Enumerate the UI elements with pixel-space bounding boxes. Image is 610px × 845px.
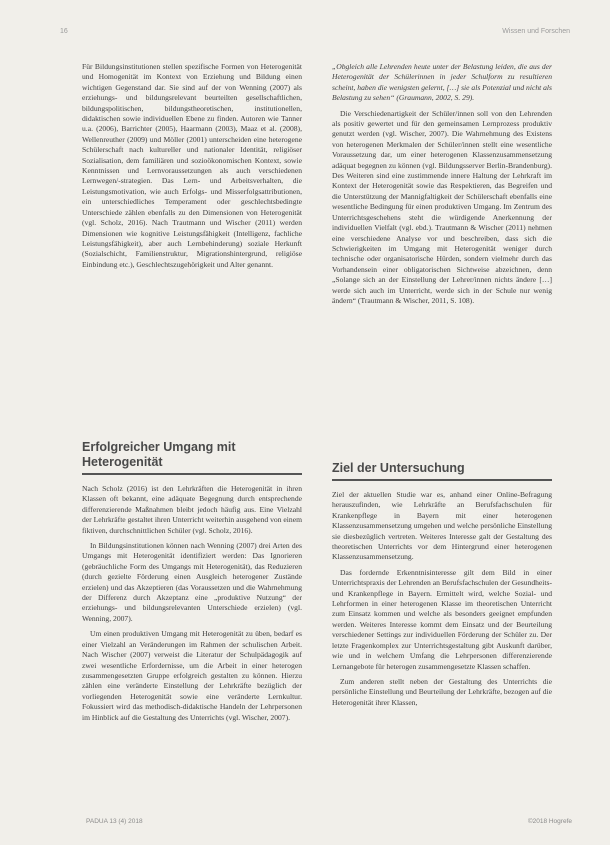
paragraph: Zum anderen stellt neben der Gestaltung des Unterrichts die persönliche Einstellung und Beurteilung der Lehrkräfte, bezogen auf die Heterogenität ihrer Klassen,: [332, 676, 552, 707]
quote: „Obgleich alle Lehrenden heute unter der Belastung leiden, die aus der Heterogenität der Schülerinnen in jeder Schulform zu resultieren scheint, haben die wenigsten gelernt, […] sie als Potenzial und nicht als Belastung zu sehen“ (Graumann, 2002, S. 29).: [332, 62, 552, 103]
heading-erfolgreicher-umgang: Erfolgreicher Umgang mit Heterogenität: [82, 440, 236, 469]
section-heading-right: [332, 461, 552, 489]
footer-journal: PADUA 13 (4) 2018: [86, 818, 143, 825]
paragraph: Ziel der aktuellen Studie war es, anhand einer Online-Befragung herauszufinden, wie Lehrkräfte an Berufsfachschulen für Krankenpflege in Bayern mit einer heterogenen Klassenzusammensetzung umgehen und welche persönliche Einstellung sie diesbezüglich vertreten. Weiteres Interesse galt der Gestaltung des theoretischen Unterrichts vor dem Hintergrund einer heterogenen Klassenzusammensetzung.: [332, 490, 552, 562]
paragraph: In Bildungsinstitutionen können nach Wenning (2007) drei Arten des Umgangs mit Heterogenität identifiziert werden: Das Ignorieren (gebräuchliche Form des Umgangs mit Heterogenität), das Reduzieren (durch gezielte Förderung einen Ausgleich heterogener Zustände erzielen) und das Akzeptieren (das Voraussetzen und die Wahrnehmung der Differenz durch Akzeptanz eine „produktive Nutzung“ der erziehungs- und bildungsrelevanten Unterschiede erzielen) (vgl. Wenning, 2007).: [82, 541, 302, 623]
paragraph: Das fordernde Erkenntnisinteresse gilt dem Bild in einer Unterrichtspraxis der Lehrenden an Berufsfachschulen der Gesundheits- und Krankenpflege in Bayern. Ermittelt wird, welche Sozial- und Lehrformen in einer heterogenen Klasse im theoretischen Unterricht zum Einsatz kommen und welche als besonders geeignet empfunden werden. Weiteres Interesse kommt dem Einsatz und der Beurteilung verschiedener Settings zur individuellen Förderung der Schüler zu. Der letzte Fragenkomplex zur Unterrichtsgestaltung gibt Auskunft darüber, wie und in welchem Umfang die Lehrpersonen differenzierende Lernangebote für heterogen zusammengesetzte Klassen schaffen.: [332, 567, 552, 671]
paragraph: Für Bildungsinstitutionen stellen spezifische Formen von Heterogenität und Homogenität im Kontext von Erziehung und Bildung einen wichtigen Gegenstand dar. Sie sind auf der von Wenning (2007) als erziehungs- und bildungsrelevant beurteilten gesellschaftlichen, bildungspolitischen, bildungstheoretischen, institutionellen, didaktischen sowie individuellen Ebene zu finden. Autoren wie Tanner u.a. (2006), Barrichter (2005), Haarmann (2003), Maaz et al. (2008), Wellenreuther (2009) und Möller (2001) unterscheiden eine heterogene Schülerschaft nach kultureller und nationaler Identität, religiöser Sozialisation, dem familiären und sozioökonomischen Kontext, sowie Kenntnissen und Lernvoraussetzungen als auch verschiedenen Lernwegen/-strategien. Das Lern- und Arbeitsverhalten, die Leistungsmotivation, wie auch Erfolgs- und Misserfolgsattributionen, ein unterschiedliches Temperament oder geschlechtsbedingte Unterschiede zählen ebenfalls zu den Dimensionen von Heterogenität (vgl. Scholz, 2016). Nach Trautmann und Wischer (2011) werden Dimensionen wie kognitive Leistungsfähigkeit (Intelligenz, fachliche Leistungsfähigkeit), aber auch Lernbehinderung) soziale Herkunft (Sozialschicht, Familienstruktur, Migrationshintergrund, religiöse Einbindung etc.), Geschlechtszugehörigkeit und Alter genannt.: [82, 62, 302, 269]
right-column-bottom: [332, 490, 552, 713]
left-column-bottom: [82, 484, 302, 728]
right-column-top: [332, 62, 552, 311]
heading-rule: [82, 473, 302, 475]
paragraph: Die Verschiedenartigkeit der Schüler/innen soll von den Lehrenden als positiv gewertet und für den gemeinsamen Lernprozess produktiv genutzt werden (vgl. Wischer, 2007). Die Wahrnehmung des Existens von heterogenen Merkmalen der Schüler/innen stellt eine wesentliche Voraussetzung dar, um einer heterogenen Klassenzusammensetzung adäquat begegnen zu können (vgl. Bildungsserver Berlin-Brandenburg). Des Weiteren sind eine zustimmende innere Haltung der Lehrkraft im Kontext der Heterogenität sowie das Respektieren, das Begreifen und die Unterstützung der Mannigfaltigkeit der Schülerschaft ebenfalls eine wesentliche Bedingung für einen produktiven Umgang. Im Zentrum des Unterrichtsgeschehens steht die würdigende Anerkennung der individuellen Vielfalt (vgl. ebd.). Trautmann & Wischer (2011) nehmen eine verschiedene Analyse vor und beschreiben, dass sich die Schwierigkeiten im Umgang mit Heterogenität weniger durch technische oder organisatorische Hürden, sondern vielmehr durch das Vorhandensein einer obligatorischen Sichtweise abzeichnen, denn „Solange sich an der Einstellung der Lehrer/innen nichts ändere […] werde sich auch im Unterricht, werde sich in der Schule nur wenig ändern“ (Trautmann & Wischer, 2011, S. 108).: [332, 108, 552, 305]
heading-rule: [332, 479, 552, 481]
footer-copyright: ©2018 Hogrefe: [527, 818, 572, 825]
heading-ziel-der-untersuchung: Ziel der Untersuchung: [332, 461, 465, 475]
section-label: Wissen und Forschen: [502, 28, 570, 35]
page-number: 16: [60, 28, 68, 35]
page-footer: [86, 818, 572, 825]
left-column-top: [82, 62, 302, 275]
paragraph: Um einen produktiven Umgang mit Heterogenität zu üben, bedarf es einer Vielzahl an Veränderungen im Rahmen der schulischen Arbeit. Nach Wischer (2007) verweist die Literatur der Schulpädagogik auf zwei wesentliche Erfordernisse, um die Arbeit in einer heterogen zusammengesetzten Gruppe erfolgreich gestalten zu können. Hierzu zählen eine veränderte Einstellung der Lehrkräfte bezüglich der vorliegenden Heterogenität sowie eine veränderte Lernkultur. Fokussiert wird das methodisch-didaktische Handeln der Lehrpersonen im Hinblick auf die Gestaltung des Unterrichts (vgl. Wischer, 2007).: [82, 629, 302, 722]
paragraph: Nach Scholz (2016) ist den Lehrkräften die Heterogenität in ihren Klassen oft bekannt, eine adäquate Begegnung durch entsprechende differenzierende Maßnahmen bleibt jedoch häufig aus. Eine Vielzahl der Lehrkräfte gestaltet ihren Unterricht weiterhin ausgehend von einem fiktiven, durchschnittlichen Schüler (vgl. Scholz, 2016).: [82, 484, 302, 535]
section-heading-left: [82, 440, 302, 483]
page-header: [60, 28, 570, 35]
